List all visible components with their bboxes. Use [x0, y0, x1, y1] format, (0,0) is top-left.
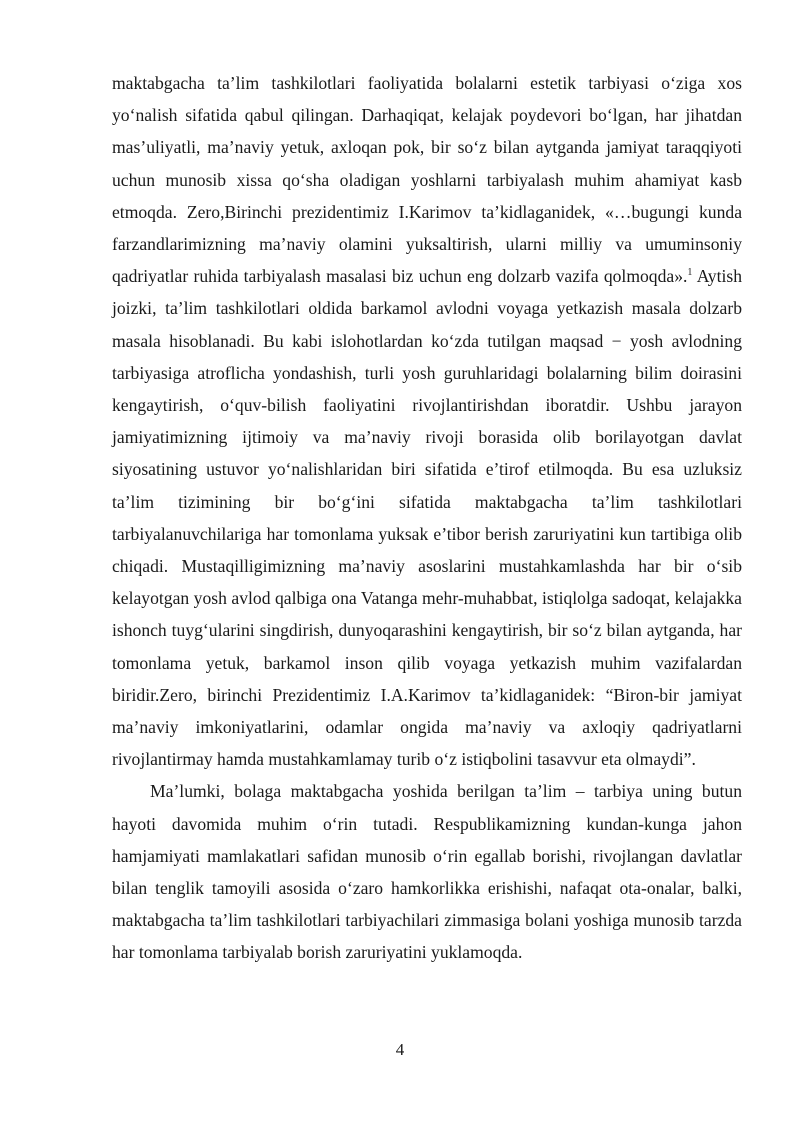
paragraph-1-text-a: maktabgacha ta’lim tashkilotlari faoliyatida bolalarni estetik tarbiyasi o‘ziga xos yo‘nalish sifatida qabul qilingan. Darhaqiqat, kelajak poydevori bo‘lgan, har jihatdan mas’uliyatli, ma’naviy yetuk, axloqan pok, bir so‘z bilan aytganda jamiyat taraqqiyoti uchun munosib xissa qo‘sha oladigan yoshlarni tarbiyalash muhim ahamiyat kasb etmoqda. Zero,Birinchi prezidentimiz I.Karimov ta’kidlaganidek, «…bugungi kunda farzandlarimizning ma’naviy olamini yuksaltirish, ularni milliy va umuminsoniy qadriyatlar ruhida tarbiyalash masalasi biz uchun eng dolzarb vazifa qolmoqda».	[112, 73, 742, 287]
paragraph-2: Ma’lumki, bolaga maktabgacha yoshida berilgan ta’lim – tarbiya uning butun hayoti davomida muhim o‘rin tutadi. Respublikamizning kundan-kunga jahon hamjamiyati mamlakatlari safidan munosib o‘rin egallab borishi, rivojlangan davlatlar bilan tenglik tamoyili asosida o‘zaro hamkorlikka erishishi, nafaqat ota-onalar, balki, maktabgacha ta’lim tashkilotlari tarbiyachilari zimmasiga bolani yoshiga munosib tarzda har tomonlama tarbiyalab borish zaruriyatini yuklamoqda.	[112, 781, 742, 963]
footnote-reference[interactable]: 1	[687, 267, 693, 279]
paragraph-1-text-b: Aytish joizki, ta’lim tashkilotlari oldida barkamol avlodni voyaga yetkazish masala dolzarb masala hisoblanadi. Bu kabi islohotlardan ko‘zda tutilgan maqsad − yosh avlodning tarbiyasiga atroflicha yondashish, turli yosh guruhlaridagi bolalarning bilim doirasini kengaytirish, o‘quv-bilish faoliyatini rivojlantirishdan iboratdir. Ushbu jarayon jamiyatimizning ijtimoiy va ma’naviy rivoji borasida olib borilayotgan davlat siyosatining ustuvor yo‘nalishlaridan biri sifatida e’tirof etilmoqda. Bu esa uzluksiz ta’lim tizimining bir bo‘g‘ini sifatida maktabgacha ta’lim tashkilotlari tarbiyalanuvchilariga har tomonlama yuksak e’tibor berish zaruriyatini kun tartibiga olib chiqadi. Mustaqilligimizning ma’naviy asoslarini mustahkamlashda har bir o‘sib kelayotgan yosh avlod qalbiga ona Vatanga mehr-muhabbat, istiqlolga sadoqat, kelajakka ishonch tuyg‘ularini singdirish, dunyoqarashini kengaytirish, bir so‘z bilan aytganda, har tomonlama yetuk, barkamol inson qilib voyaga yetkazish muhim vazifalardan biridir.Zero, birinchi Prezidentimiz I.A.Karimov ta’kidlaganidek: “Biron-bir jamiyat ma’naviy imkoniyatlarini, odamlar ongida ma’naviy va axloqiy qadriyatlarni rivojlantirmay hamda mustahkamlamay turib o‘z istiqbolini tasavvur eta olmaydi”.	[112, 266, 742, 770]
page-number: 4	[395, 1040, 405, 1059]
paragraph-1	[112, 67, 742, 775]
document-body	[112, 67, 742, 969]
